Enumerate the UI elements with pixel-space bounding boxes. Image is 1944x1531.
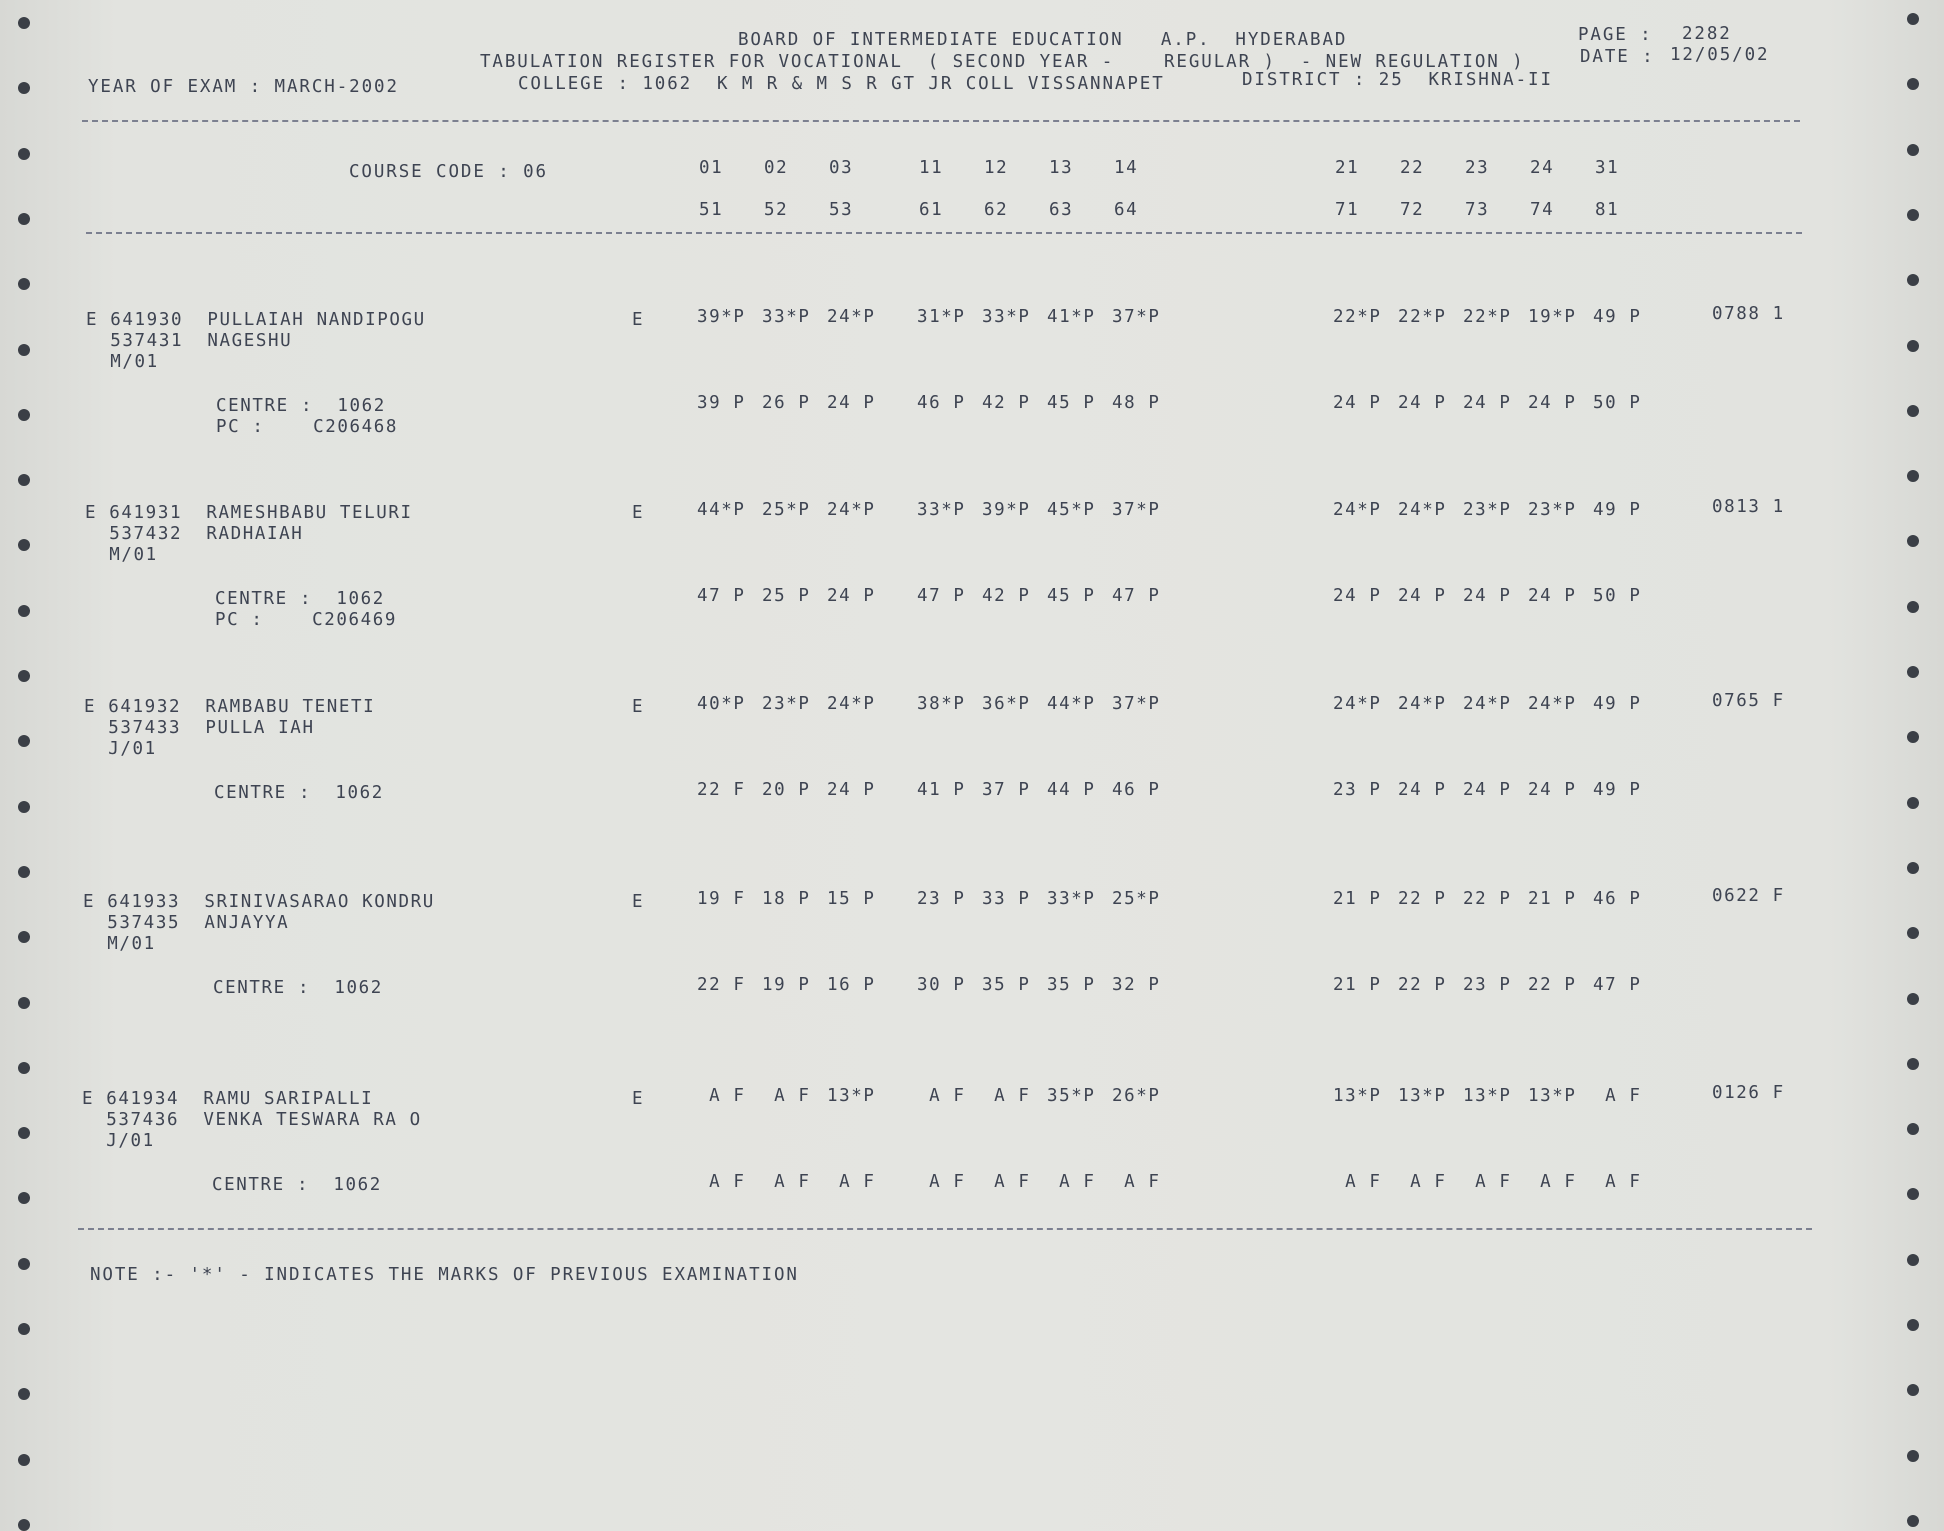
district-info: DISTRICT : 25 KRISHNA-II <box>1242 70 1553 90</box>
subject-code-top: 02 <box>764 158 789 178</box>
feed-hole <box>1907 1515 1919 1527</box>
feed-hole <box>1907 535 1919 547</box>
mark-cell: 23 P <box>1463 975 1512 995</box>
mark-cell: 42 P <box>982 393 1031 413</box>
mark-cell: A F <box>982 1086 1031 1106</box>
feed-hole <box>18 1519 30 1531</box>
mark-cell: 21 P <box>1333 975 1382 995</box>
mark-cell: 18 P <box>762 889 811 909</box>
mark-cell: 16 P <box>827 975 876 995</box>
mark-cell: 24*P <box>1398 500 1447 520</box>
feed-hole <box>1907 340 1919 352</box>
feed-hole <box>1907 274 1919 286</box>
mark-cell: 44 P <box>1047 780 1096 800</box>
feed-hole <box>1907 666 1919 678</box>
mark-cell: 37*P <box>1112 694 1161 714</box>
mark-cell: 41 P <box>917 780 966 800</box>
mark-cell: 47 P <box>697 586 746 606</box>
mark-cell: 25*P <box>1112 889 1161 909</box>
mark-cell: A F <box>917 1086 966 1106</box>
mark-cell: 45*P <box>1047 500 1096 520</box>
medium-code: E <box>632 697 645 717</box>
mark-cell: 24 P <box>1398 586 1447 606</box>
feed-hole <box>1907 1188 1919 1200</box>
mark-cell: 35 P <box>982 975 1031 995</box>
feed-hole <box>18 735 30 747</box>
feed-hole <box>18 539 30 551</box>
feed-hole <box>1907 405 1919 417</box>
mark-cell: 49 P <box>1593 694 1642 714</box>
mark-cell: 35 P <box>1047 975 1096 995</box>
mark-cell: 21 P <box>1333 889 1382 909</box>
mark-cell: 45 P <box>1047 393 1096 413</box>
mark-cell: 39*P <box>982 500 1031 520</box>
total-marks: 0126 F <box>1712 1083 1785 1103</box>
mark-cell: 37*P <box>1112 307 1161 327</box>
feed-hole <box>1907 797 1919 809</box>
mark-cell: 19 P <box>762 975 811 995</box>
subject-code-bottom: 73 <box>1465 200 1490 220</box>
page-number: 2282 <box>1682 24 1732 44</box>
feed-hole <box>1907 927 1919 939</box>
mark-cell: 47 P <box>917 586 966 606</box>
subject-code-bottom: 72 <box>1400 200 1425 220</box>
feed-hole <box>1907 1254 1919 1266</box>
mark-cell: 23 P <box>1333 780 1382 800</box>
column-header-divider <box>86 232 1802 234</box>
mark-cell: A F <box>1528 1172 1577 1192</box>
student-hall-ticket: 537432 RADHAIAH <box>85 524 304 544</box>
subject-code-top: 12 <box>984 158 1009 178</box>
mark-cell: A F <box>1333 1172 1382 1192</box>
feed-hole <box>1907 601 1919 613</box>
mark-cell: A F <box>1593 1172 1642 1192</box>
subject-code-bottom: 62 <box>984 200 1009 220</box>
mark-cell: 24 P <box>1463 780 1512 800</box>
mark-cell: 13*P <box>827 1086 876 1106</box>
mark-cell: 22 P <box>1398 975 1447 995</box>
mark-cell: 24 P <box>827 780 876 800</box>
subject-code-top: 13 <box>1049 158 1074 178</box>
subject-code-bottom: 61 <box>919 200 944 220</box>
mark-cell: 23 P <box>917 889 966 909</box>
subject-code-top: 31 <box>1595 158 1620 178</box>
feed-hole <box>1907 1450 1919 1462</box>
mark-cell: 33 P <box>982 889 1031 909</box>
mark-cell: 50 P <box>1593 586 1642 606</box>
feed-hole <box>1907 470 1919 482</box>
student-group: M/01 <box>86 352 159 372</box>
mark-cell: 35*P <box>1047 1086 1096 1106</box>
course-code: COURSE CODE : 06 <box>349 162 548 182</box>
pc-code: PC : C206468 <box>216 417 399 437</box>
feed-hole <box>18 82 30 94</box>
mark-cell: 45 P <box>1047 586 1096 606</box>
total-marks: 0813 1 <box>1712 497 1785 517</box>
feed-hole <box>18 278 30 290</box>
mark-cell: 13*P <box>1398 1086 1447 1106</box>
medium-code: E <box>632 1089 645 1109</box>
mark-cell: 22 F <box>697 780 746 800</box>
centre-code: CENTRE : 1062 <box>213 978 383 998</box>
mark-cell: 50 P <box>1593 393 1642 413</box>
student-id-name: E 641931 RAMESHBABU TELURI <box>85 503 413 523</box>
mark-cell: A F <box>697 1086 746 1106</box>
mark-cell: 32 P <box>1112 975 1161 995</box>
mark-cell: 20 P <box>762 780 811 800</box>
mark-cell: A F <box>827 1172 876 1192</box>
mark-cell: 24 P <box>1528 586 1577 606</box>
mark-cell: 22 F <box>697 975 746 995</box>
mark-cell: 44*P <box>697 500 746 520</box>
mark-cell: 42 P <box>982 586 1031 606</box>
feed-hole <box>1907 862 1919 874</box>
mark-cell: 13*P <box>1528 1086 1577 1106</box>
feed-hole <box>18 866 30 878</box>
centre-code: CENTRE : 1062 <box>212 1175 382 1195</box>
feed-hole <box>18 1323 30 1335</box>
student-group: M/01 <box>83 934 156 954</box>
feed-hole <box>18 344 30 356</box>
board-title: BOARD OF INTERMEDIATE EDUCATION A.P. HYDERABAD <box>738 30 1348 50</box>
subject-code-top: 22 <box>1400 158 1425 178</box>
subject-code-top: 11 <box>919 158 944 178</box>
feed-hole <box>18 670 30 682</box>
mark-cell: A F <box>1463 1172 1512 1192</box>
mark-cell: 23*P <box>1463 500 1512 520</box>
mark-cell: 22 P <box>1463 889 1512 909</box>
student-group: M/01 <box>85 545 158 565</box>
mark-cell: 26 P <box>762 393 811 413</box>
mark-cell: 46 P <box>1593 889 1642 909</box>
mark-cell: 24 P <box>1398 393 1447 413</box>
mark-cell: 37 P <box>982 780 1031 800</box>
mark-cell: 24*P <box>827 694 876 714</box>
feed-hole <box>1907 731 1919 743</box>
mark-cell: 31*P <box>917 307 966 327</box>
mark-cell: 37*P <box>1112 500 1161 520</box>
feed-hole <box>18 1454 30 1466</box>
subject-code-top: 14 <box>1114 158 1139 178</box>
subject-code-bottom: 71 <box>1335 200 1360 220</box>
feed-hole <box>18 1127 30 1139</box>
mark-cell: 24 P <box>1528 780 1577 800</box>
subject-code-top: 23 <box>1465 158 1490 178</box>
mark-cell: 24*P <box>827 307 876 327</box>
student-id-name: E 641934 RAMU SARIPALLI <box>82 1089 374 1109</box>
footer-divider <box>78 1228 1812 1230</box>
year-of-exam: YEAR OF EXAM : MARCH-2002 <box>88 77 399 97</box>
medium-code: E <box>632 503 645 523</box>
mark-cell: 41*P <box>1047 307 1096 327</box>
mark-cell: 25 P <box>762 586 811 606</box>
student-id-name: E 641930 PULLAIAH NANDIPOGU <box>86 310 426 330</box>
feed-hole <box>18 605 30 617</box>
subject-code-bottom: 74 <box>1530 200 1555 220</box>
feed-hole <box>1907 1319 1919 1331</box>
mark-cell: 49 P <box>1593 307 1642 327</box>
mark-cell: 24 P <box>827 393 876 413</box>
mark-cell: 46 P <box>1112 780 1161 800</box>
subject-code-top: 03 <box>829 158 854 178</box>
mark-cell: 23*P <box>1528 500 1577 520</box>
mark-cell: 26*P <box>1112 1086 1161 1106</box>
mark-cell: 25*P <box>762 500 811 520</box>
mark-cell: 19*P <box>1528 307 1577 327</box>
feed-hole <box>1907 1123 1919 1135</box>
pc-code: PC : C206469 <box>215 610 398 630</box>
subject-code-bottom: 52 <box>764 200 789 220</box>
mark-cell: 33*P <box>917 500 966 520</box>
student-group: J/01 <box>84 739 157 759</box>
mark-cell: 33*P <box>762 307 811 327</box>
mark-cell: 24*P <box>1333 500 1382 520</box>
mark-cell: 24 P <box>827 586 876 606</box>
mark-cell: 24*P <box>1463 694 1512 714</box>
mark-cell: A F <box>982 1172 1031 1192</box>
mark-cell: 22 P <box>1398 889 1447 909</box>
feed-hole <box>1907 1384 1919 1396</box>
mark-cell: 36*P <box>982 694 1031 714</box>
mark-cell: 33*P <box>982 307 1031 327</box>
mark-cell: 22 P <box>1528 975 1577 995</box>
centre-code: CENTRE : 1062 <box>216 396 386 416</box>
mark-cell: 24*P <box>827 500 876 520</box>
feed-hole <box>18 148 30 160</box>
mark-cell: 44*P <box>1047 694 1096 714</box>
feed-hole <box>18 997 30 1009</box>
feed-hole <box>18 1062 30 1074</box>
medium-code: E <box>632 310 645 330</box>
mark-cell: 47 P <box>1112 586 1161 606</box>
mark-cell: 33*P <box>1047 889 1096 909</box>
mark-cell: 24*P <box>1398 694 1447 714</box>
mark-cell: 24 P <box>1333 393 1382 413</box>
feed-hole <box>18 409 30 421</box>
mark-cell: 22*P <box>1463 307 1512 327</box>
mark-cell: 24*P <box>1528 694 1577 714</box>
header-divider <box>82 120 1800 122</box>
mark-cell: 13*P <box>1333 1086 1382 1106</box>
mark-cell: 47 P <box>1593 975 1642 995</box>
mark-cell: A F <box>1593 1086 1642 1106</box>
feed-hole <box>18 213 30 225</box>
total-marks: 0765 F <box>1712 691 1785 711</box>
student-group: J/01 <box>82 1131 155 1151</box>
mark-cell: 22*P <box>1398 307 1447 327</box>
register-title: TABULATION REGISTER FOR VOCATIONAL ( SECOND YEAR - REGULAR ) - NEW REGULATION ) <box>480 52 1525 72</box>
student-id-name: E 641932 RAMBABU TENETI <box>84 697 376 717</box>
date-value: 12/05/02 <box>1670 45 1770 65</box>
centre-code: CENTRE : 1062 <box>214 783 384 803</box>
mark-cell: A F <box>762 1172 811 1192</box>
mark-cell: 24 P <box>1398 780 1447 800</box>
subject-code-top: 24 <box>1530 158 1555 178</box>
subject-code-bottom: 64 <box>1114 200 1139 220</box>
student-hall-ticket: 537431 NAGESHU <box>86 331 293 351</box>
centre-code: CENTRE : 1062 <box>215 589 385 609</box>
mark-cell: 22*P <box>1333 307 1382 327</box>
mark-cell: A F <box>697 1172 746 1192</box>
mark-cell: 23*P <box>762 694 811 714</box>
feed-hole <box>18 931 30 943</box>
total-marks: 0788 1 <box>1712 304 1785 324</box>
subject-code-bottom: 51 <box>699 200 724 220</box>
mark-cell: 49 P <box>1593 500 1642 520</box>
mark-cell: 49 P <box>1593 780 1642 800</box>
mark-cell: A F <box>1112 1172 1161 1192</box>
total-marks: 0622 F <box>1712 886 1785 906</box>
mark-cell: 48 P <box>1112 393 1161 413</box>
mark-cell: 24 P <box>1528 393 1577 413</box>
feed-hole <box>18 17 30 29</box>
feed-hole <box>1907 209 1919 221</box>
medium-code: E <box>632 892 645 912</box>
college-info: COLLEGE : 1062 K M R & M S R GT JR COLL VISSANNAPET <box>518 74 1165 94</box>
mark-cell: 24 P <box>1333 586 1382 606</box>
mark-cell: 46 P <box>917 393 966 413</box>
subject-code-top: 21 <box>1335 158 1360 178</box>
feed-hole <box>18 801 30 813</box>
mark-cell: 19 F <box>697 889 746 909</box>
mark-cell: 24 P <box>1463 586 1512 606</box>
mark-cell: 21 P <box>1528 889 1577 909</box>
mark-cell: 15 P <box>827 889 876 909</box>
feed-hole <box>18 1388 30 1400</box>
date-label: DATE : <box>1580 47 1655 67</box>
mark-cell: 30 P <box>917 975 966 995</box>
mark-cell: 13*P <box>1463 1086 1512 1106</box>
student-id-name: E 641933 SRINIVASARAO KONDRU <box>83 892 435 912</box>
subject-code-bottom: 53 <box>829 200 854 220</box>
page-label: PAGE : <box>1578 25 1653 45</box>
feed-hole <box>1907 78 1919 90</box>
mark-cell: 24 P <box>1463 393 1512 413</box>
feed-hole <box>1907 993 1919 1005</box>
feed-hole <box>1907 144 1919 156</box>
feed-hole <box>18 1192 30 1204</box>
feed-hole <box>18 474 30 486</box>
mark-cell: A F <box>917 1172 966 1192</box>
mark-cell: A F <box>1047 1172 1096 1192</box>
feed-hole <box>18 1258 30 1270</box>
mark-cell: A F <box>1398 1172 1447 1192</box>
note-text: NOTE :- '*' - INDICATES THE MARKS OF PREVIOUS EXAMINATION <box>90 1265 799 1285</box>
subject-code-bottom: 81 <box>1595 200 1620 220</box>
mark-cell: A F <box>762 1086 811 1106</box>
student-hall-ticket: 537433 PULLA IAH <box>84 718 315 738</box>
student-hall-ticket: 537435 ANJAYYA <box>83 913 290 933</box>
mark-cell: 39 P <box>697 393 746 413</box>
mark-cell: 40*P <box>697 694 746 714</box>
mark-cell: 38*P <box>917 694 966 714</box>
mark-cell: 24*P <box>1333 694 1382 714</box>
subject-code-bottom: 63 <box>1049 200 1074 220</box>
subject-code-top: 01 <box>699 158 724 178</box>
mark-cell: 39*P <box>697 307 746 327</box>
feed-hole <box>1907 1058 1919 1070</box>
feed-hole <box>1907 13 1919 25</box>
student-hall-ticket: 537436 VENKA TESWARA RA O <box>82 1110 422 1130</box>
